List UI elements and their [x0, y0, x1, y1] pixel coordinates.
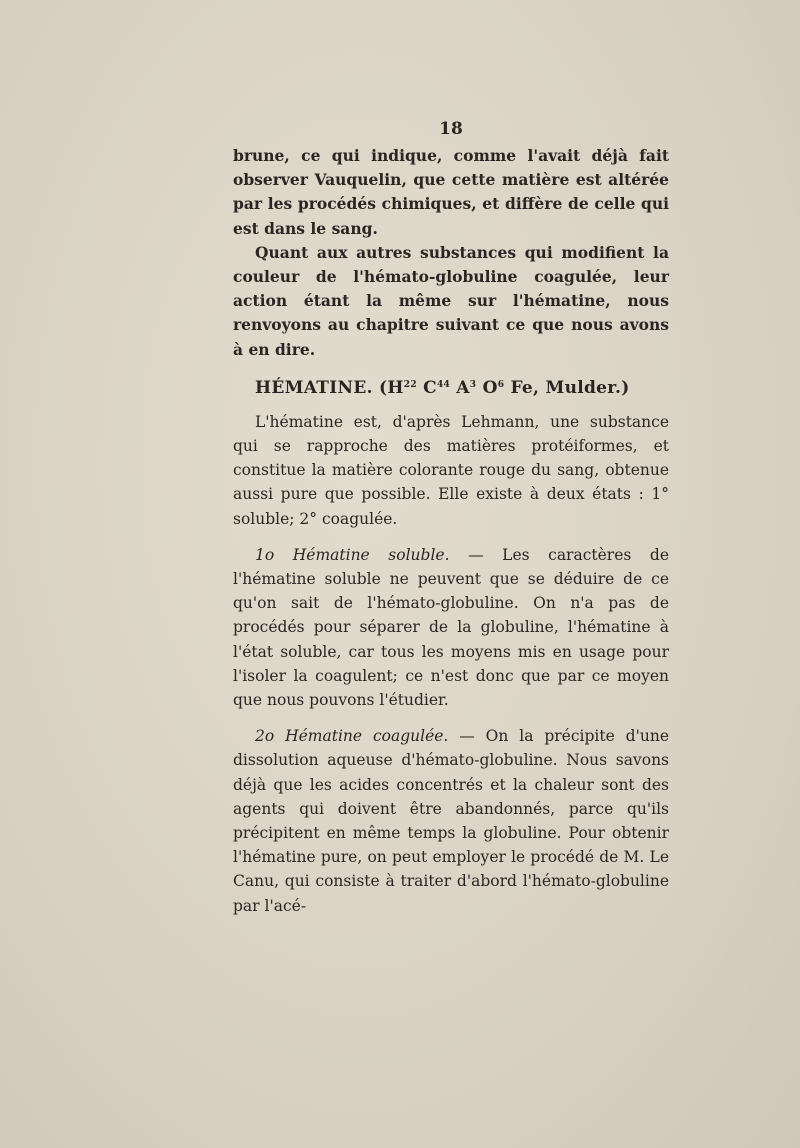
formula-open: (H [379, 377, 404, 398]
paragraph-hematine-definition: L'hématine est, d'après Lehmann, une substance qui se rapproche des matières protéiformes, et constitue la matière colorante rouge du sang, obtenue aussi pure que possible. Elle existe à deux états : 1° soluble; 2° coagulée. [233, 412, 669, 528]
lead-hematine-coagulee: 2o Hématine coagulée. [255, 727, 449, 746]
heading-formula [379, 378, 630, 398]
formula-o-sub: 6 [497, 379, 505, 390]
formula-a: A [450, 377, 470, 398]
page-number: 18 [439, 119, 463, 139]
heading-title: HÉMATINE. [255, 377, 373, 398]
formula-a-sub: 3 [469, 379, 477, 390]
paragraph-hematine-soluble [233, 543, 669, 712]
formula-c-sub: 44 [436, 379, 451, 390]
paragraph-continuation: brune, ce qui indique, comme l'avait déjà fait observer Vauquelin, que cette matière est altérée par les procédés chimiques, et diffère de celle qui est dans le sang. [233, 146, 669, 238]
spacer [233, 712, 669, 724]
section-heading [255, 374, 669, 402]
lead-hematine-soluble: 1o Hématine soluble. [255, 545, 450, 564]
formula-c: C [416, 377, 437, 398]
spacer [233, 362, 669, 374]
formula-h-sub: 22 [403, 379, 417, 390]
spacer [233, 531, 669, 543]
paragraph-hematine-coagulee [233, 724, 669, 918]
formula-rest: Fe, Mulder.) [504, 377, 630, 398]
body-hematine-coagulee: — On la précipite d'une dissolution aqueuse d'hémato-globuline. Nous savons déjà que les acides concentrés et la chaleur sont des agents qui doivent être abandonnés, parce qu'ils précipitent en même temps la globuline. Pour obtenir l'hématine pure, on peut employer le procédé de M. Le Canu, qui consiste à traiter d'abord l'hémato-globuline par l'acé- [233, 727, 669, 915]
formula-o: O [476, 377, 498, 398]
text-block [233, 118, 669, 918]
body-hematine-soluble: — Les caractères de l'hématine soluble ne peuvent que se déduire de ce qu'on sait de l'hémato-globuline. On n'a pas de procédés pour séparer de la globuline, l'hématine à l'état soluble, car tous les moyens mis en usage pour l'isoler la coagulent; ce n'est donc que par ce moyen que nous pouvons l'étudier. [233, 545, 669, 710]
paragraph-other-substances: Quant aux autres substances qui modifient la couleur de l'hémato-globuline coagulée, leur action étant la même sur l'hématine, nous renvoyons au chapitre suivant ce que nous avons à en dire. [233, 242, 669, 359]
